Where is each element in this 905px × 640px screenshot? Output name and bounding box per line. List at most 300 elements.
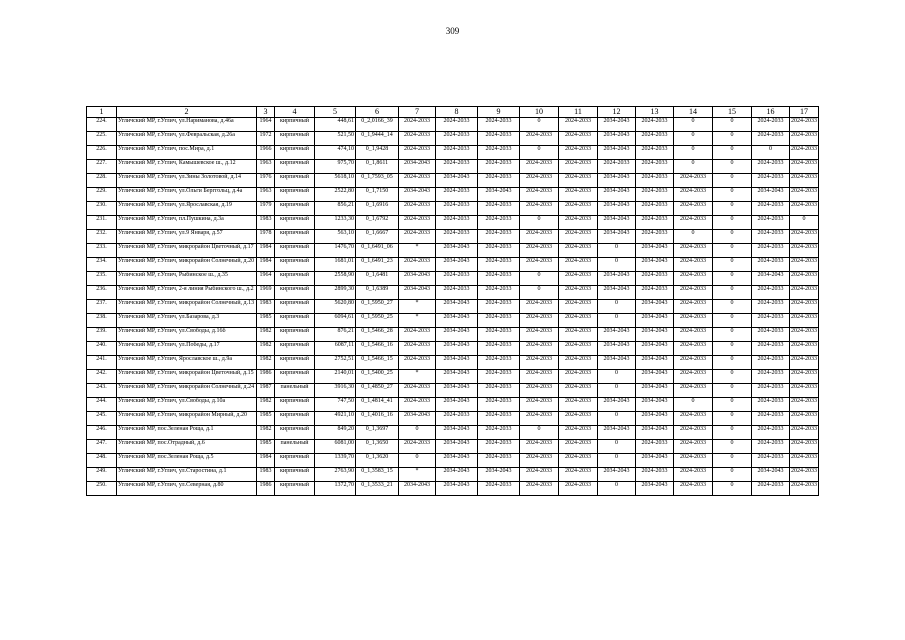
table-row (87, 440, 819, 454)
period-cell: 2034-2043 (752, 188, 790, 202)
period-cell: 2034-2043 (598, 272, 636, 286)
period-cell: 0 (598, 412, 636, 426)
priority-code-cell: 0_1,6667 (356, 230, 399, 244)
table-row (87, 314, 819, 328)
row-number-cell: 231. (87, 216, 117, 230)
column-header-9: 9 (478, 107, 520, 118)
period-cell: 2024-2033 (636, 118, 674, 132)
priority-code-cell: 0_1,6916 (356, 202, 399, 216)
row-number-cell: 249. (87, 468, 117, 482)
period-cell: 2024-2033 (478, 286, 520, 300)
period-cell: 2024-2033 (636, 160, 674, 174)
address-cell: Угличский МР, г.Углич, Ярославское ш., д.9а (117, 356, 257, 370)
period-cell: 0 (713, 356, 752, 370)
priority-code-cell: 0_1,4814_41 (356, 398, 399, 412)
address-cell: Угличский МР, г.Углич, ул.Ярославская, д.19 (117, 202, 257, 216)
area-cell: 448,61 (315, 118, 356, 132)
period-cell: 2024-2033 (559, 468, 598, 482)
period-cell: 2034-2043 (436, 342, 478, 356)
table-row (87, 328, 819, 342)
period-cell: 2024-2033 (399, 342, 436, 356)
table-header-row (87, 107, 819, 118)
period-cell: 2024-2033 (752, 342, 790, 356)
period-cell: 0 (674, 118, 713, 132)
row-number-cell: 236. (87, 286, 117, 300)
row-number-cell: 237. (87, 300, 117, 314)
period-cell: 2024-2033 (436, 146, 478, 160)
period-cell: 0 (399, 454, 436, 468)
period-cell: 2024-2033 (478, 356, 520, 370)
period-cell: 2024-2033 (674, 314, 713, 328)
material-cell: кирпичный (275, 412, 315, 426)
period-cell: 2024-2033 (520, 300, 559, 314)
period-cell: 0 (713, 300, 752, 314)
period-cell: 2024-2033 (520, 314, 559, 328)
table-row (87, 370, 819, 384)
period-cell: 2034-2043 (598, 118, 636, 132)
period-cell: 2024-2033 (752, 174, 790, 188)
material-cell: кирпичный (275, 454, 315, 468)
period-cell: 2024-2033 (478, 272, 520, 286)
priority-code-cell: 0_1,7150 (356, 188, 399, 202)
address-cell: Угличский МР, г.Углич, микрорайон Солнечный, д.13 (117, 300, 257, 314)
period-cell: 2034-2043 (598, 230, 636, 244)
period-cell: 2024-2033 (790, 384, 819, 398)
period-cell: 0 (598, 440, 636, 454)
period-cell: 2024-2033 (559, 482, 598, 496)
year-cell: 1972 (257, 132, 275, 146)
table-row (87, 384, 819, 398)
period-cell: 2024-2033 (752, 426, 790, 440)
period-cell: 2024-2033 (752, 398, 790, 412)
area-cell: 747,50 (315, 398, 356, 412)
period-cell: 2024-2033 (636, 272, 674, 286)
period-cell: 2024-2033 (478, 370, 520, 384)
row-number-cell: 241. (87, 356, 117, 370)
period-cell: 2024-2033 (790, 440, 819, 454)
period-cell: 2024-2033 (559, 314, 598, 328)
period-cell: 2024-2033 (559, 398, 598, 412)
period-cell: 2024-2033 (752, 216, 790, 230)
table-row (87, 202, 819, 216)
year-cell: 1976 (257, 174, 275, 188)
period-cell: 2024-2033 (790, 426, 819, 440)
period-cell: 2024-2033 (674, 426, 713, 440)
priority-code-cell: 0_1,5950_25 (356, 314, 399, 328)
period-cell: 2024-2033 (478, 300, 520, 314)
period-cell: 0 (520, 146, 559, 160)
period-cell: 2034-2043 (399, 188, 436, 202)
material-cell: кирпичный (275, 132, 315, 146)
area-cell: 1372,70 (315, 482, 356, 496)
period-cell: 2034-2043 (436, 398, 478, 412)
period-cell: 2024-2033 (559, 286, 598, 300)
row-number-cell: 245. (87, 412, 117, 426)
period-cell: 2024-2033 (752, 132, 790, 146)
priority-code-cell: 0_1,9444_14 (356, 132, 399, 146)
row-number-cell: 244. (87, 398, 117, 412)
period-cell: 0 (713, 230, 752, 244)
period-cell: 2034-2043 (636, 258, 674, 272)
period-cell: 2024-2033 (559, 188, 598, 202)
address-cell: Угличский МР, г.Углич, 2-я линия Рыбинского ш., д.2 (117, 286, 257, 300)
period-cell: 2024-2033 (520, 384, 559, 398)
period-cell: 2024-2033 (559, 118, 598, 132)
area-cell: 2899,30 (315, 286, 356, 300)
priority-code-cell: 0_1,9428 (356, 146, 399, 160)
period-cell: 2024-2033 (790, 272, 819, 286)
year-cell: 1963 (257, 188, 275, 202)
period-cell: 2024-2033 (790, 356, 819, 370)
period-cell: 0 (713, 426, 752, 440)
period-cell: 2024-2033 (559, 384, 598, 398)
table-row (87, 286, 819, 300)
area-cell: 849,20 (315, 426, 356, 440)
period-cell: 2034-2043 (636, 412, 674, 426)
period-cell: 2024-2033 (478, 174, 520, 188)
year-cell: 1983 (257, 216, 275, 230)
period-cell: 2024-2033 (790, 160, 819, 174)
address-cell: Угличский МР, г.Углич, Камышевское ш., д.12 (117, 160, 257, 174)
period-cell: 2034-2043 (436, 174, 478, 188)
period-cell: 0 (713, 188, 752, 202)
period-cell: 2024-2033 (790, 468, 819, 482)
column-header-16: 16 (752, 107, 790, 118)
period-cell: 2034-2043 (598, 216, 636, 230)
period-cell: 0 (713, 342, 752, 356)
period-cell: 2024-2033 (752, 258, 790, 272)
year-cell: 1986 (257, 482, 275, 496)
row-number-cell: 240. (87, 342, 117, 356)
period-cell: 2024-2033 (399, 356, 436, 370)
table-row (87, 216, 819, 230)
period-cell: 2024-2033 (520, 370, 559, 384)
area-cell: 1681,01 (315, 258, 356, 272)
period-cell: 2024-2033 (790, 412, 819, 426)
year-cell: 1982 (257, 356, 275, 370)
period-cell: 2024-2033 (478, 440, 520, 454)
period-cell: 2024-2033 (559, 160, 598, 174)
period-cell: 2034-2043 (636, 300, 674, 314)
year-cell: 1982 (257, 342, 275, 356)
period-cell: 2024-2033 (636, 188, 674, 202)
period-cell: 2024-2033 (674, 454, 713, 468)
period-cell: 2024-2033 (790, 286, 819, 300)
period-cell: 2034-2043 (436, 384, 478, 398)
column-header-5: 5 (315, 107, 356, 118)
material-cell: кирпичный (275, 314, 315, 328)
period-cell: 2034-2043 (399, 286, 436, 300)
period-cell: 2024-2033 (559, 342, 598, 356)
period-cell: 2024-2033 (674, 468, 713, 482)
table-row (87, 118, 819, 132)
period-cell: 2024-2033 (674, 328, 713, 342)
period-cell: 2024-2033 (436, 202, 478, 216)
period-cell: 2024-2033 (790, 258, 819, 272)
period-cell: 2024-2033 (478, 426, 520, 440)
period-cell: 2034-2043 (436, 440, 478, 454)
address-cell: Угличский МР, г.Углич, микрорайон Цветочный, д.15 (117, 370, 257, 384)
period-cell: 0 (674, 398, 713, 412)
area-cell: 1339,70 (315, 454, 356, 468)
period-cell: 2024-2033 (790, 132, 819, 146)
period-cell: 2034-2043 (436, 244, 478, 258)
table-row (87, 356, 819, 370)
year-cell: 1985 (257, 412, 275, 426)
period-cell: 0 (399, 426, 436, 440)
period-cell: 2034-2043 (478, 188, 520, 202)
period-cell: 2024-2033 (399, 132, 436, 146)
period-cell: 0 (713, 454, 752, 468)
period-cell: 2024-2033 (559, 356, 598, 370)
row-number-cell: 239. (87, 328, 117, 342)
period-cell: 2034-2043 (436, 314, 478, 328)
row-number-cell: 226. (87, 146, 117, 160)
area-cell: 856,21 (315, 202, 356, 216)
period-cell: 0 (674, 160, 713, 174)
period-cell: 2024-2033 (399, 216, 436, 230)
period-cell: 2024-2033 (674, 258, 713, 272)
period-cell: 2024-2033 (478, 384, 520, 398)
period-cell: 2024-2033 (674, 370, 713, 384)
priority-code-cell: 0_1,7593_05 (356, 174, 399, 188)
housing-table-container (86, 106, 818, 496)
column-header-3: 3 (257, 107, 275, 118)
period-cell: 2024-2033 (636, 202, 674, 216)
period-cell: 0 (713, 314, 752, 328)
period-cell: 2024-2033 (790, 174, 819, 188)
address-cell: Угличский МР, г.Углич, микрорайон Цветочный, д.17 (117, 244, 257, 258)
period-cell: 0 (713, 244, 752, 258)
row-number-cell: 243. (87, 384, 117, 398)
period-cell: 2034-2043 (399, 412, 436, 426)
period-cell: 2024-2033 (478, 482, 520, 496)
row-number-cell: 229. (87, 188, 117, 202)
period-cell: 2024-2033 (674, 286, 713, 300)
period-cell: 2024-2033 (559, 328, 598, 342)
column-header-11: 11 (559, 107, 598, 118)
period-cell: 2024-2033 (559, 300, 598, 314)
period-cell: 2024-2033 (399, 146, 436, 160)
material-cell: кирпичный (275, 146, 315, 160)
period-cell: 2024-2033 (436, 412, 478, 426)
period-cell: 2024-2033 (478, 132, 520, 146)
table-row (87, 230, 819, 244)
period-cell: 2024-2033 (752, 328, 790, 342)
priority-code-cell: 0_1,6491_06 (356, 244, 399, 258)
period-cell: 2024-2033 (790, 328, 819, 342)
period-cell: 2024-2033 (436, 230, 478, 244)
row-number-cell: 228. (87, 174, 117, 188)
period-cell: 2024-2033 (478, 230, 520, 244)
period-cell: 0 (713, 258, 752, 272)
period-cell: 2024-2033 (478, 146, 520, 160)
row-number-cell: 247. (87, 440, 117, 454)
period-cell: 0 (713, 468, 752, 482)
period-cell: 2024-2033 (790, 188, 819, 202)
material-cell: кирпичный (275, 174, 315, 188)
period-cell: 2034-2043 (598, 426, 636, 440)
period-cell: 2024-2033 (559, 146, 598, 160)
column-header-14: 14 (674, 107, 713, 118)
period-cell: 2024-2033 (752, 160, 790, 174)
period-cell: 2024-2033 (478, 398, 520, 412)
address-cell: Угличский МР, г.Углич, Рыбинское ш., д.35 (117, 272, 257, 286)
period-cell: 2024-2033 (790, 482, 819, 496)
period-cell: 0 (713, 370, 752, 384)
period-cell: 2034-2043 (636, 398, 674, 412)
material-cell: кирпичный (275, 300, 315, 314)
material-cell: кирпичный (275, 342, 315, 356)
period-cell: 2034-2043 (436, 482, 478, 496)
period-cell: 2024-2033 (520, 482, 559, 496)
period-cell: 0 (598, 454, 636, 468)
year-cell: 1966 (257, 146, 275, 160)
year-cell: 1984 (257, 244, 275, 258)
year-cell: 1963 (257, 160, 275, 174)
period-cell: 0 (520, 426, 559, 440)
column-header-12: 12 (598, 107, 636, 118)
period-cell: 2034-2043 (598, 328, 636, 342)
period-cell: 0 (713, 398, 752, 412)
period-cell: 2024-2033 (752, 440, 790, 454)
material-cell: кирпичный (275, 202, 315, 216)
priority-code-cell: 0_1,4016_16 (356, 412, 399, 426)
period-cell: 2024-2033 (478, 202, 520, 216)
period-cell: 2024-2033 (520, 132, 559, 146)
period-cell: * (399, 314, 436, 328)
address-cell: Угличский МР, г.Углич, ул.Победы, д.17 (117, 342, 257, 356)
period-cell: 2034-2043 (436, 258, 478, 272)
period-cell: 2024-2033 (559, 202, 598, 216)
period-cell: 2024-2033 (399, 174, 436, 188)
period-cell: 2024-2033 (636, 216, 674, 230)
area-cell: 2763,90 (315, 468, 356, 482)
period-cell: 2024-2033 (674, 202, 713, 216)
row-number-cell: 233. (87, 244, 117, 258)
period-cell: 0 (520, 118, 559, 132)
period-cell: 2024-2033 (559, 412, 598, 426)
period-cell: 2024-2033 (752, 370, 790, 384)
period-cell: 2024-2033 (520, 454, 559, 468)
table-row (87, 342, 819, 356)
address-cell: Угличский МР, пос.Зеленая Роща, д.1 (117, 426, 257, 440)
year-cell: 1982 (257, 328, 275, 342)
period-cell: 2024-2033 (674, 412, 713, 426)
material-cell: кирпичный (275, 398, 315, 412)
period-cell: 0 (674, 132, 713, 146)
period-cell: 2024-2033 (598, 160, 636, 174)
period-cell: 2024-2033 (520, 230, 559, 244)
address-cell: Угличский МР, г.Углич, ул.Свободы, д.16б (117, 328, 257, 342)
area-cell: 975,70 (315, 160, 356, 174)
period-cell: 0 (713, 174, 752, 188)
period-cell: 2024-2033 (790, 454, 819, 468)
period-cell: 2024-2033 (674, 440, 713, 454)
column-header-8: 8 (436, 107, 478, 118)
column-header-2: 2 (117, 107, 257, 118)
period-cell: * (399, 468, 436, 482)
period-cell: 2024-2033 (752, 384, 790, 398)
material-cell: кирпичный (275, 160, 315, 174)
priority-code-cell: 0_1,3620 (356, 454, 399, 468)
row-number-cell: 227. (87, 160, 117, 174)
year-cell: 1979 (257, 202, 275, 216)
address-cell: Угличский МР, г.Углич, ул.Старостина, д.1 (117, 468, 257, 482)
year-cell: 1987 (257, 384, 275, 398)
period-cell: 2024-2033 (752, 300, 790, 314)
period-cell: 2034-2043 (636, 370, 674, 384)
page-number: 309 (445, 26, 460, 36)
period-cell: 2024-2033 (399, 384, 436, 398)
period-cell: 2024-2033 (790, 398, 819, 412)
priority-code-cell: 0_1,6792 (356, 216, 399, 230)
period-cell: 0 (713, 440, 752, 454)
table-row (87, 482, 819, 496)
period-cell: 2024-2033 (399, 328, 436, 342)
year-cell: 1982 (257, 426, 275, 440)
area-cell: 5620,80 (315, 300, 356, 314)
period-cell: 2024-2033 (790, 230, 819, 244)
period-cell: 0 (790, 216, 819, 230)
column-header-7: 7 (399, 107, 436, 118)
period-cell: 2024-2033 (636, 174, 674, 188)
area-cell: 2522,80 (315, 188, 356, 202)
material-cell: панельный (275, 440, 315, 454)
material-cell: кирпичный (275, 468, 315, 482)
period-cell: 0 (598, 314, 636, 328)
period-cell: 0 (674, 230, 713, 244)
period-cell: 2034-2043 (436, 356, 478, 370)
period-cell: 2024-2033 (752, 118, 790, 132)
area-cell: 6094,61 (315, 314, 356, 328)
material-cell: кирпичный (275, 244, 315, 258)
priority-code-cell: 0_1,6389 (356, 286, 399, 300)
priority-code-cell: 0_1,5466_15 (356, 356, 399, 370)
period-cell: 2024-2033 (436, 132, 478, 146)
column-header-13: 13 (636, 107, 674, 118)
priority-code-cell: 0_1,3533_21 (356, 482, 399, 496)
address-cell: Угличский МР, г.Углич, микрорайон Мирный, д.20 (117, 412, 257, 426)
period-cell: 2024-2033 (752, 202, 790, 216)
period-cell: 2034-2043 (598, 146, 636, 160)
period-cell: 2024-2033 (478, 160, 520, 174)
period-cell: 2024-2033 (752, 356, 790, 370)
period-cell: 2024-2033 (674, 356, 713, 370)
period-cell: 2024-2033 (559, 440, 598, 454)
address-cell: Угличский МР, г.Углич, микрорайон Солнечный, д.24 (117, 384, 257, 398)
period-cell: 0 (520, 272, 559, 286)
material-cell: кирпичный (275, 370, 315, 384)
period-cell: 2034-2043 (636, 454, 674, 468)
period-cell: 0 (520, 286, 559, 300)
priority-code-cell: 0_1,3650 (356, 440, 399, 454)
period-cell: 2024-2033 (559, 258, 598, 272)
year-cell: 1964 (257, 272, 275, 286)
period-cell: 2024-2033 (559, 174, 598, 188)
period-cell: 0 (713, 146, 752, 160)
table-row (87, 398, 819, 412)
period-cell: 0 (520, 216, 559, 230)
period-cell: 0 (713, 286, 752, 300)
year-cell: 1986 (257, 370, 275, 384)
period-cell: 0 (674, 146, 713, 160)
period-cell: 2024-2033 (478, 412, 520, 426)
period-cell: 2024-2033 (436, 272, 478, 286)
period-cell: 2034-2043 (598, 202, 636, 216)
table-row (87, 300, 819, 314)
period-cell: 2024-2033 (752, 314, 790, 328)
